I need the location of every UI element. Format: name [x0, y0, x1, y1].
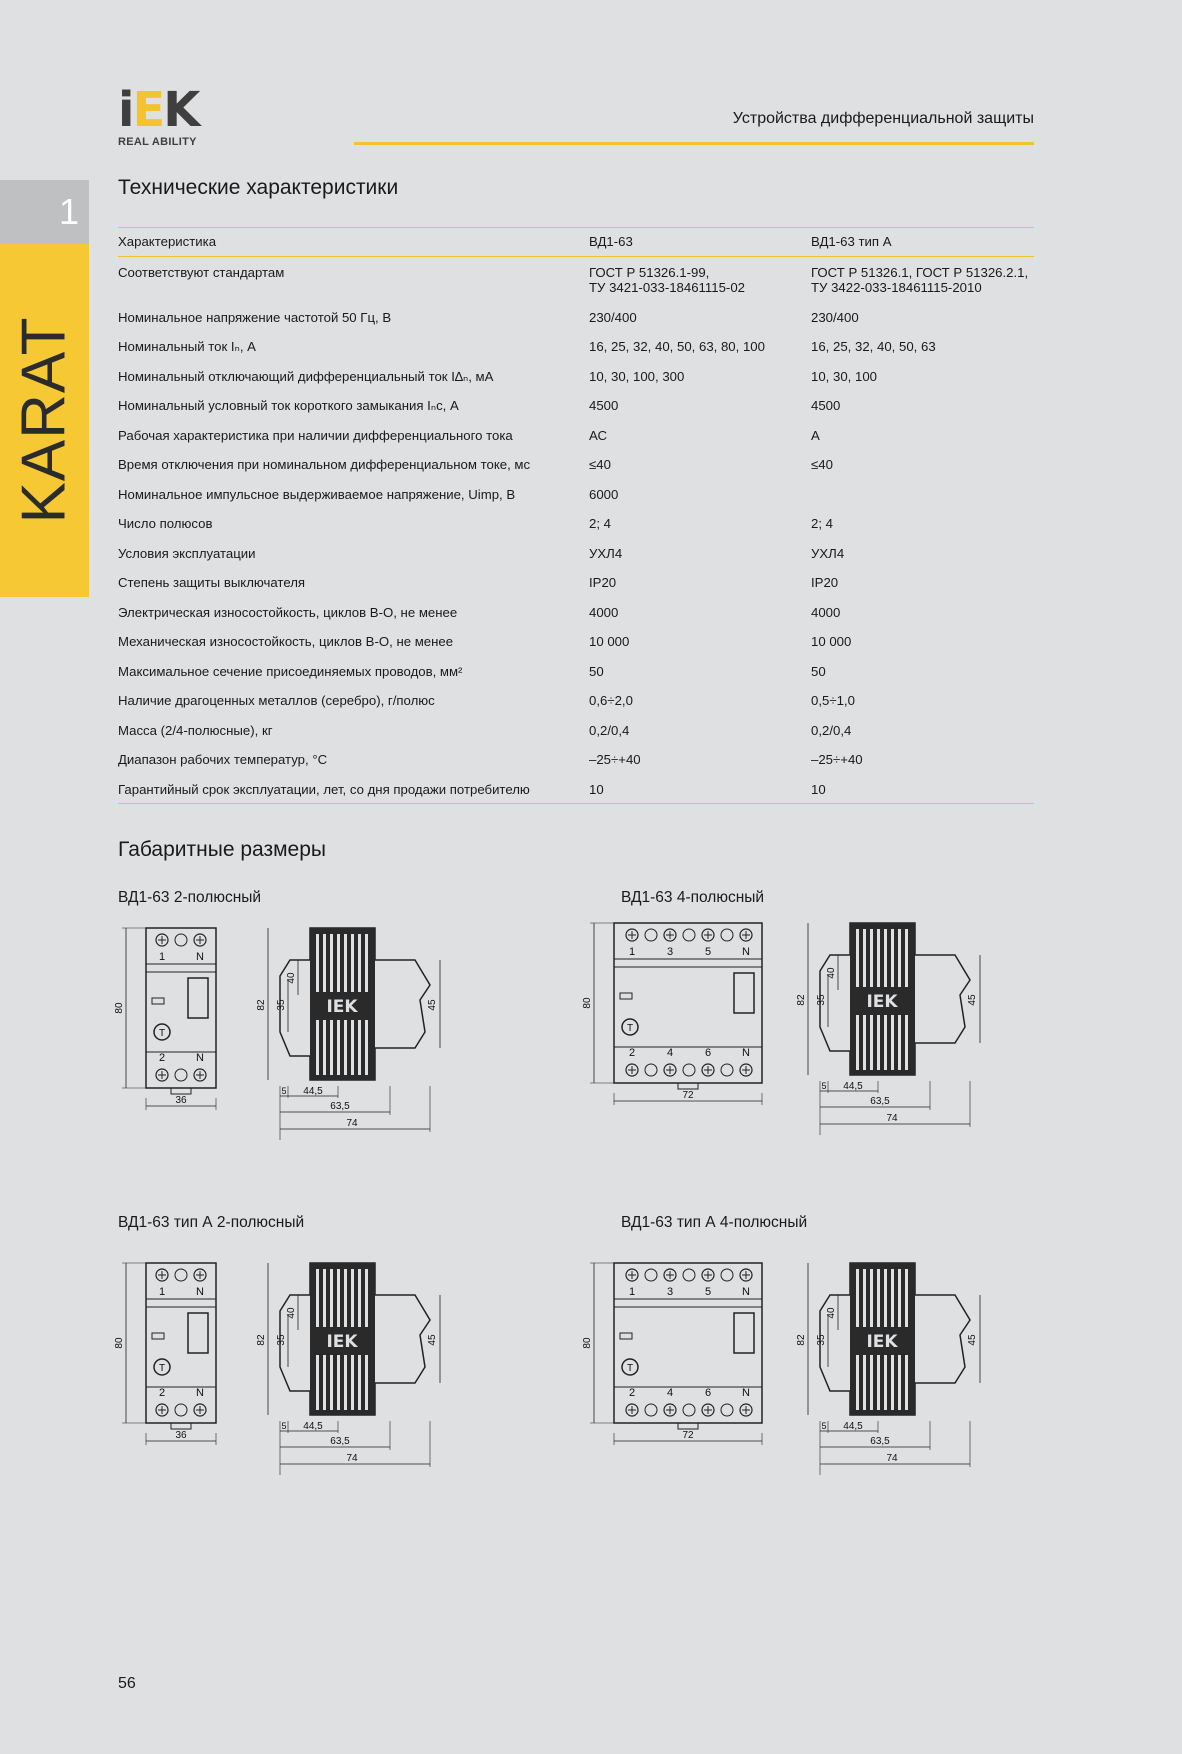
spec-name: Гарантийный срок эксплуатации, лет, со дня продажи потребителю — [118, 774, 589, 804]
dimension-label: 82 — [256, 1334, 267, 1346]
dimension-label: 2 — [628, 1047, 636, 1059]
dimension-label: 45 — [427, 999, 438, 1011]
cooling-rib — [898, 929, 901, 987]
spec-name: Номинальный условный ток короткого замыкания Iₙc, А — [118, 398, 459, 413]
cooling-rib — [344, 1020, 347, 1075]
header-divider — [354, 142, 1034, 145]
indicator — [175, 1069, 187, 1081]
dimension-label: T — [158, 1028, 166, 1039]
dimension-label: 5 — [704, 946, 712, 958]
specs-heading: Технические характеристики — [118, 176, 399, 199]
cooling-rib — [337, 1020, 340, 1075]
spec-value-vd1-63-type-a: 10 000 — [811, 634, 852, 649]
brand-mark: IEK — [866, 992, 898, 1012]
indicator — [175, 1269, 187, 1281]
dimension-label: 44,5 — [843, 1081, 863, 1092]
dimension-label: N — [196, 951, 204, 963]
dimension-label: 40 — [286, 1307, 297, 1319]
dimension-label: 1 — [158, 1286, 166, 1298]
cooling-rib — [344, 1269, 347, 1327]
cooling-rib — [330, 1355, 333, 1410]
cooling-rib — [891, 1015, 894, 1070]
spec-value-vd1-63: IP20 — [589, 575, 617, 590]
logo-tagline: REAL ABILITY — [118, 136, 197, 148]
spec-value-vd1-63-type-a: 50 — [811, 663, 826, 679]
spec-name: Номинальный ток Iₙ, А — [118, 339, 256, 354]
cooling-rib — [316, 934, 319, 992]
cooling-rib — [863, 1015, 866, 1070]
cooling-rib — [898, 1355, 901, 1410]
spec-row — [118, 390, 1034, 420]
spec-value-vd1-63-type-a: 0,5÷1,0 — [811, 693, 855, 708]
cooling-rib — [316, 1020, 319, 1075]
dimension-label: 2 — [158, 1387, 166, 1399]
cooling-rib — [358, 1020, 361, 1075]
spec-value-vd1-63-type-a: 4500 — [811, 398, 841, 413]
drawing-title: ВД1-63 2-полюсный — [118, 889, 262, 906]
dimension-label: 6 — [704, 1047, 712, 1059]
cooling-rib — [330, 934, 333, 992]
spec-row — [118, 420, 1034, 450]
dimension-label: 82 — [796, 1334, 807, 1346]
indicator — [683, 1064, 695, 1076]
cooling-rib — [884, 1015, 887, 1070]
spec-row — [118, 538, 1034, 568]
page-number: 56 — [118, 1675, 136, 1692]
dimension-label: 5 — [704, 1286, 712, 1298]
indicator — [645, 1404, 657, 1416]
cooling-rib — [891, 1355, 894, 1410]
dimension-label: 35 — [816, 994, 827, 1006]
spec-value-vd1-63: 2; 4 — [589, 516, 611, 531]
spec-name: Максимальное сечение присоединяемых проводов, мм² — [118, 663, 463, 679]
spec-value-vd1-63: 10 000 — [589, 634, 630, 649]
chapter-label: KARAT — [9, 316, 79, 524]
dimension-label: 63,5 — [330, 1101, 350, 1112]
dimension-label: 80 — [114, 1002, 125, 1014]
dimension-label: 80 — [582, 997, 593, 1009]
spec-row — [118, 479, 1034, 509]
brand-mark: IEK — [326, 997, 358, 1017]
spec-value-vd1-63: АС — [589, 427, 608, 443]
cooling-rib — [351, 934, 354, 992]
dimension-label: 5 — [281, 1421, 287, 1431]
spec-name: Номинальное напряжение частотой 50 Гц, В — [118, 309, 392, 325]
iek-logo: iEK REAL ABILITY — [118, 82, 199, 148]
spec-row — [118, 508, 1034, 538]
cooling-rib — [323, 1355, 326, 1410]
dimension-drawing-2pole — [112, 920, 472, 1150]
dimension-label: 74 — [346, 1453, 358, 1464]
dimension-label: 1 — [628, 946, 636, 958]
dimension-label: 44,5 — [303, 1086, 323, 1097]
indicator — [683, 1269, 695, 1281]
cooling-rib — [884, 929, 887, 987]
din-clip — [678, 1423, 698, 1429]
dimension-label: 44,5 — [843, 1421, 863, 1432]
section-title: Устройства дифференциальной защиты — [732, 110, 1034, 127]
spec-value-vd1-63: 16, 25, 32, 40, 50, 63, 80, 100 — [589, 339, 765, 354]
dimension-drawing-type-a-2pole — [112, 1255, 472, 1485]
dimension-label: T — [158, 1363, 166, 1374]
cooling-rib — [863, 929, 866, 987]
cooling-rib — [891, 1269, 894, 1327]
dimension-label: 72 — [682, 1430, 694, 1441]
dimension-label: 4 — [666, 1387, 674, 1399]
spec-row — [118, 744, 1034, 774]
window — [620, 1333, 632, 1339]
dimension-label: 2 — [158, 1052, 166, 1064]
dimension-label: 5 — [821, 1421, 827, 1431]
dimension-label: 3 — [666, 1286, 674, 1298]
cooling-rib — [856, 929, 859, 987]
cooling-rib — [351, 1269, 354, 1327]
dimension-label: 35 — [276, 999, 287, 1011]
cooling-rib — [316, 1355, 319, 1410]
indicator — [175, 934, 187, 946]
din-clip — [171, 1423, 191, 1429]
cooling-rib — [870, 929, 873, 987]
spec-name: Степень защиты выключателя — [118, 575, 306, 590]
cooling-rib — [891, 929, 894, 987]
window — [152, 998, 164, 1004]
dimension-label: 44,5 — [303, 1421, 323, 1432]
cooling-rib — [365, 1355, 368, 1410]
dimension-drawing-4pole — [580, 915, 1020, 1155]
spec-row — [118, 302, 1034, 332]
cooling-rib — [877, 1355, 880, 1410]
cooling-rib — [358, 1355, 361, 1410]
col-header: Характеристика — [118, 228, 589, 257]
dimension-drawing-type-a-4pole — [580, 1255, 1020, 1495]
spec-name: Диапазон рабочих температур, °С — [118, 752, 328, 767]
spec-value-vd1-63: 4000 — [589, 604, 619, 620]
spec-name: Время отключения при номинальном дифференциальном токе, мс — [118, 457, 531, 472]
cooling-rib — [870, 1355, 873, 1410]
dimension-label: 74 — [886, 1113, 898, 1124]
spec-name: Условия эксплуатации — [118, 545, 256, 561]
cooling-rib — [870, 1015, 873, 1070]
dimension-label: 4 — [666, 1047, 674, 1059]
dimension-label: N — [742, 946, 750, 958]
indicator — [645, 929, 657, 941]
spec-value-vd1-63: ГОСТ Р 51326.1-99, ТУ 3421-033-18461115-02 — [589, 265, 745, 295]
dimension-label: 45 — [427, 1334, 438, 1346]
spec-value-vd1-63-type-a: ГОСТ Р 51326.1, ГОСТ Р 51326.2.1, ТУ 3422-033-18461115-2010 — [811, 265, 1029, 295]
dimension-label: 36 — [175, 1095, 187, 1106]
dimension-label: 72 — [682, 1090, 694, 1101]
cooling-rib — [884, 1355, 887, 1410]
cooling-rib — [905, 1355, 908, 1410]
device-front — [614, 923, 762, 1083]
dimension-label: 6 — [704, 1387, 712, 1399]
spec-value-vd1-63: 0,2/0,4 — [589, 722, 630, 738]
spec-value-vd1-63-type-a: ≤40 — [811, 457, 833, 472]
spec-value-vd1-63-type-a — [811, 479, 1034, 509]
spec-name: Номинальный отключающий дифференциальный ток I∆ₙ, мА — [118, 368, 494, 384]
spec-name: Рабочая характеристика при наличии дифференциального тока — [118, 427, 513, 443]
cooling-rib — [330, 1020, 333, 1075]
dimension-label: 40 — [286, 972, 297, 984]
dimension-label: 45 — [967, 994, 978, 1006]
dimension-label: 40 — [826, 1307, 837, 1319]
indicator — [683, 929, 695, 941]
spec-name: Наличие драгоценных металлов (серебро), г/полюс — [118, 693, 435, 708]
spec-value-vd1-63-type-a: 4000 — [811, 604, 841, 620]
cooling-rib — [323, 1020, 326, 1075]
indicator — [721, 929, 733, 941]
spec-name: Число полюсов — [118, 516, 213, 531]
spec-row — [118, 567, 1034, 597]
spec-row — [118, 331, 1034, 361]
toggle-lever — [734, 973, 754, 1013]
cooling-rib — [365, 934, 368, 992]
spec-value-vd1-63: –25÷+40 — [589, 752, 641, 767]
spec-value-vd1-63: ≤40 — [589, 457, 611, 472]
brand-mark: IEK — [866, 1332, 898, 1352]
cooling-rib — [351, 1020, 354, 1075]
toggle-lever — [734, 1313, 754, 1353]
dimension-label: N — [196, 1286, 204, 1298]
spec-value-vd1-63-type-a: 0,2/0,4 — [811, 722, 852, 738]
spec-value-vd1-63: 6000 — [589, 486, 619, 502]
cooling-rib — [863, 1269, 866, 1327]
cooling-rib — [898, 1015, 901, 1070]
specs-header-row — [118, 228, 1034, 257]
spec-value-vd1-63-type-a: 10 — [811, 774, 1034, 804]
dimension-label: T — [626, 1363, 634, 1374]
drawing-title: ВД1-63 тип А 2-полюсный — [118, 1214, 305, 1231]
indicator — [721, 1064, 733, 1076]
indicator — [645, 1269, 657, 1281]
spec-row — [118, 597, 1034, 627]
spec-row — [118, 715, 1034, 745]
spec-name: Номинальное импульсное выдерживаемое напряжение, Uimp, В — [118, 486, 516, 502]
spec-value-vd1-63-type-a: 2; 4 — [811, 516, 833, 531]
cooling-rib — [856, 1355, 859, 1410]
spec-row — [118, 685, 1034, 715]
cooling-rib — [877, 1015, 880, 1070]
dimension-label: 40 — [826, 967, 837, 979]
dimension-label: 82 — [796, 994, 807, 1006]
spec-value-vd1-63: 230/400 — [589, 309, 637, 325]
cooling-rib — [898, 1269, 901, 1327]
spec-name: Масса (2/4-полюсные), кг — [118, 722, 273, 738]
dimension-label: T — [626, 1023, 634, 1034]
cooling-rib — [905, 929, 908, 987]
cooling-rib — [884, 1269, 887, 1327]
spec-value-vd1-63-type-a: А — [811, 427, 820, 443]
indicator — [721, 1404, 733, 1416]
dimension-label: 5 — [821, 1081, 827, 1091]
window — [152, 1333, 164, 1339]
cooling-rib — [856, 1015, 859, 1070]
cooling-rib — [337, 1269, 340, 1327]
spec-row — [118, 656, 1034, 686]
din-clip — [678, 1083, 698, 1089]
spec-value-vd1-63: 50 — [589, 663, 604, 679]
col-header: ВД1-63 — [589, 228, 811, 257]
chapter-tab — [0, 244, 89, 597]
spec-value-vd1-63-type-a: УХЛ4 — [811, 545, 845, 561]
cooling-rib — [337, 934, 340, 992]
spec-value-vd1-63-type-a: IP20 — [811, 575, 839, 590]
spec-name: Электрическая износостойкость, циклов В-О, не менее — [118, 604, 458, 620]
toggle-lever — [188, 1313, 208, 1353]
spec-value-vd1-63-type-a: 230/400 — [811, 309, 859, 325]
spec-value-vd1-63-type-a: –25÷+40 — [811, 752, 863, 767]
dimension-label: N — [196, 1052, 204, 1064]
dimension-label: 74 — [886, 1453, 898, 1464]
dimension-label: 3 — [666, 946, 674, 958]
cooling-rib — [905, 1269, 908, 1327]
spec-row — [118, 257, 1034, 302]
cooling-rib — [330, 1269, 333, 1327]
spec-row — [118, 449, 1034, 479]
dimensions-heading: Габаритные размеры — [118, 838, 326, 861]
drawing-title: ВД1-63 тип А 4-полюсный — [621, 1214, 808, 1231]
dimension-label: N — [742, 1047, 750, 1059]
dimension-label: 1 — [158, 951, 166, 963]
spec-value-vd1-63: 10 — [589, 774, 811, 804]
device-front — [146, 1263, 216, 1423]
spec-value-vd1-63-type-a: 10, 30, 100 — [811, 368, 877, 384]
spec-value-vd1-63: УХЛ4 — [589, 545, 623, 561]
window — [620, 993, 632, 999]
spec-name: Соответствуют стандартам — [118, 265, 285, 280]
cooling-rib — [877, 1269, 880, 1327]
cooling-rib — [365, 1020, 368, 1075]
dimension-label: 35 — [276, 1334, 287, 1346]
spec-row — [118, 626, 1034, 656]
cooling-rib — [358, 1269, 361, 1327]
cooling-rib — [323, 934, 326, 992]
col-header: ВД1-63 тип А — [811, 228, 1034, 257]
spec-value-vd1-63: 0,6÷2,0 — [589, 693, 633, 708]
cooling-rib — [365, 1269, 368, 1327]
spec-row — [118, 774, 1034, 804]
dimension-label: 1 — [628, 1286, 636, 1298]
spec-row — [118, 361, 1034, 391]
dimension-label: 35 — [816, 1334, 827, 1346]
indicator — [645, 1064, 657, 1076]
dimension-label: 5 — [281, 1086, 287, 1096]
cooling-rib — [905, 1015, 908, 1070]
din-clip — [171, 1088, 191, 1094]
device-front — [614, 1263, 762, 1423]
drawing-title: ВД1-63 4-полюсный — [621, 889, 765, 906]
dimension-label: N — [196, 1387, 204, 1399]
brand-mark: IEK — [326, 1332, 358, 1352]
dimension-label: N — [742, 1286, 750, 1298]
cooling-rib — [344, 934, 347, 992]
dimension-label: 80 — [114, 1337, 125, 1349]
dimension-label: 63,5 — [330, 1436, 350, 1447]
chapter-number: 1 — [0, 180, 89, 244]
dimension-label: N — [742, 1387, 750, 1399]
cooling-rib — [863, 1355, 866, 1410]
cooling-rib — [323, 1269, 326, 1327]
device-front — [146, 928, 216, 1088]
spec-value-vd1-63: 4500 — [589, 398, 619, 413]
dimension-label: 2 — [628, 1387, 636, 1399]
cooling-rib — [877, 929, 880, 987]
cooling-rib — [870, 1269, 873, 1327]
indicator — [683, 1404, 695, 1416]
cooling-rib — [337, 1355, 340, 1410]
cooling-rib — [351, 1355, 354, 1410]
dimension-label: 36 — [175, 1430, 187, 1441]
dimension-label: 45 — [967, 1334, 978, 1346]
dimension-label: 74 — [346, 1118, 358, 1129]
spec-value-vd1-63-type-a: 16, 25, 32, 40, 50, 63 — [811, 339, 936, 354]
dimension-label: 80 — [582, 1337, 593, 1349]
dimension-label: 63,5 — [870, 1096, 890, 1107]
cooling-rib — [856, 1269, 859, 1327]
cooling-rib — [344, 1355, 347, 1410]
toggle-lever — [188, 978, 208, 1018]
spec-name: Механическая износостойкость, циклов В-О, не менее — [118, 634, 454, 649]
cooling-rib — [316, 1269, 319, 1327]
spec-value-vd1-63: 10, 30, 100, 300 — [589, 368, 685, 384]
dimension-label: 63,5 — [870, 1436, 890, 1447]
cooling-rib — [358, 934, 361, 992]
indicator — [721, 1269, 733, 1281]
dimension-label: 82 — [256, 999, 267, 1011]
indicator — [175, 1404, 187, 1416]
specs-table — [118, 227, 1034, 804]
